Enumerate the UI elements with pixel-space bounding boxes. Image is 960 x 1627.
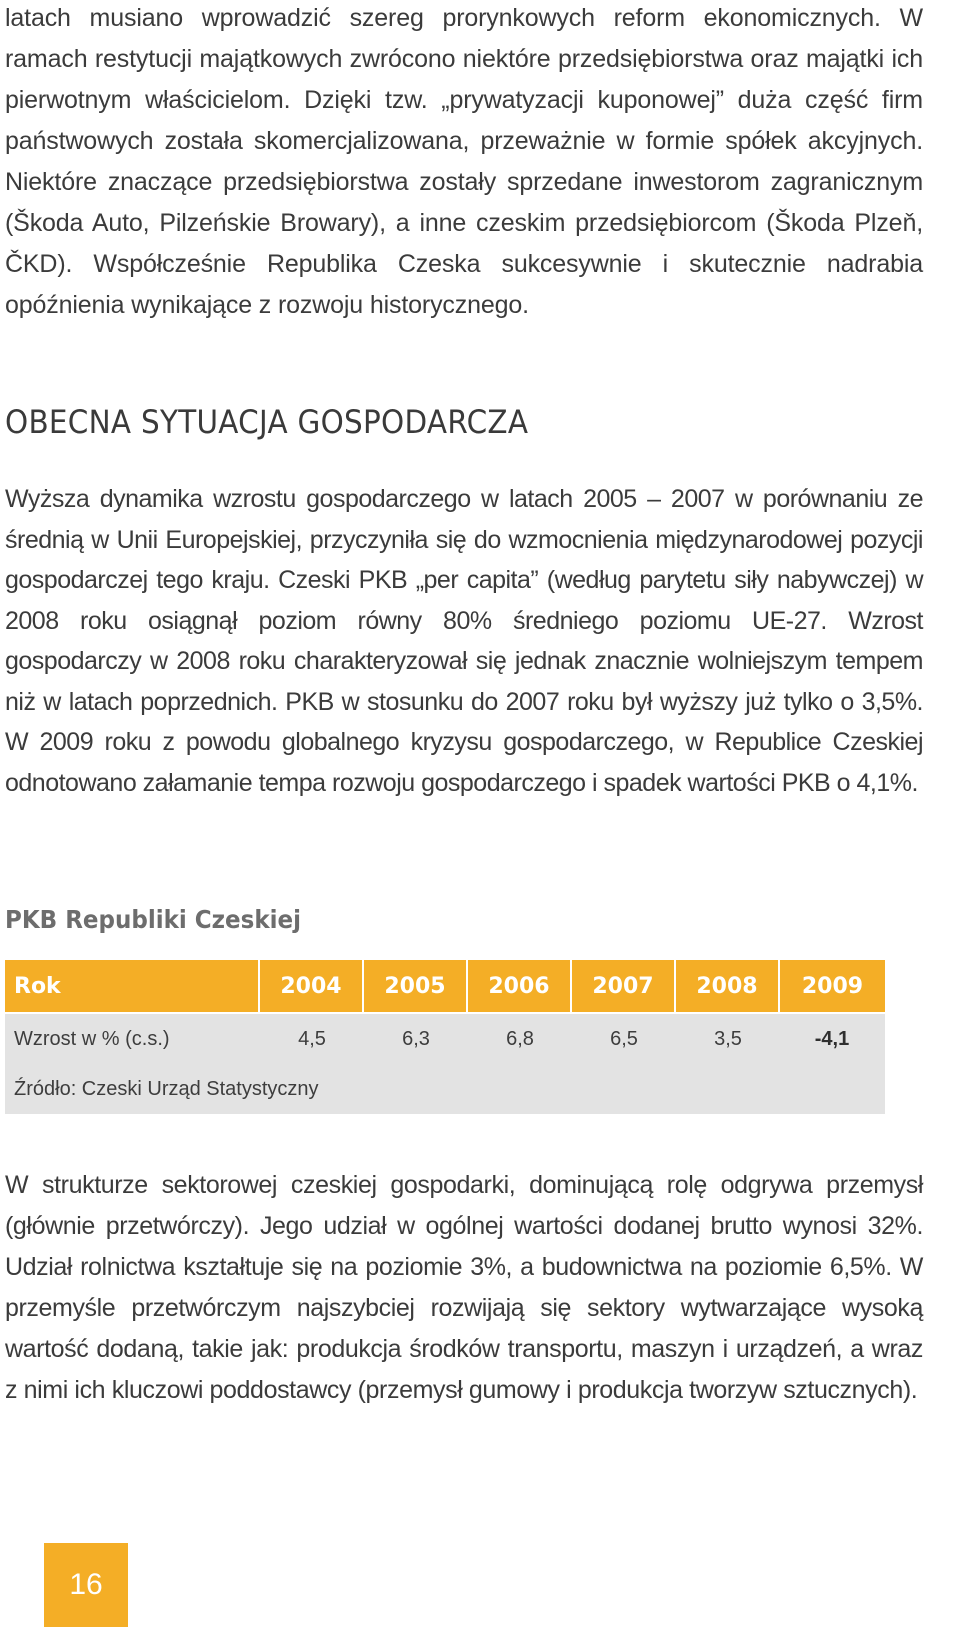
intro-paragraph: latach musiano wprowadzić szereg prorynkowych reform ekonomicznych. W ramach restytucji majątkowych zwrócono niektóre przedsiębiorstwa oraz majątki ich pierwotnym właścicielom. Dzięki tzw. „prywatyzacji kuponowej” duża część firm państwowych została skomercjalizowana, przeważnie w formie spółek akcyjnych. Niektóre znaczące przedsiębiorstwa zostały sprzedane inwestorom zagranicznym (Škoda Auto, Pilzeńskie Browary), a inne czeskim przedsiębiorcom (Škoda Plzeň, ČKD). Współcześnie Republika Czeska sukcesywnie i skutecznie nadrabia opóźnienia wynikające z rozwoju historycznego. <box>5 4 923 319</box>
sector-paragraph: W strukturze sektorowej czeskiej gospodarki, dominującą rolę odgrywa przemysł (głównie przetwórczy). Jego udział w ogólnej wartości dodanej brutto wynosi 32%. Udział rolnictwa kształtuje się na poziomie 3%, a budownictwa na poziomie 6,5%. W przemyśle przetwórczym najszybciej rozwijają się sektory wytwarzające wysoką wartość dodaną, takie jak: produkcja środków transportu, maszyn i urządzeń, a wraz z nimi ich kluczowi poddostawcy (przemysł gumowy i produkcja tworzyw sztucznych). <box>5 1171 923 1404</box>
value-cell: 6,5 <box>610 1027 638 1050</box>
value-cell: 6,8 <box>506 1027 534 1050</box>
table-source-row <box>5 1064 885 1114</box>
header-label-cell: Rok <box>5 960 258 1012</box>
page-number-box <box>44 1543 128 1627</box>
source-note: Źródło: Czeski Urząd Statystyczny <box>14 1077 319 1100</box>
table-data-row <box>5 1014 885 1064</box>
value-cell: 4,5 <box>298 1027 326 1050</box>
year-cell: 2004 <box>260 960 362 1012</box>
value-cell: 6,3 <box>402 1027 430 1050</box>
year-cell: 2005 <box>364 960 466 1012</box>
value-cell: 3,5 <box>714 1027 742 1050</box>
year-cell: 2007 <box>572 960 674 1012</box>
value-cell-negative: -4,1 <box>814 1027 850 1050</box>
table-header-row <box>5 960 885 1012</box>
gdp-table <box>5 960 885 1110</box>
section-heading: OBECNA SYTUACJA GOSPODARCZA <box>5 403 529 441</box>
row-label-cell: Wzrost w % (c.s.) <box>14 1027 170 1050</box>
year-cell: 2006 <box>468 960 570 1012</box>
economy-paragraph: Wyższa dynamika wzrostu gospodarczego w latach 2005 – 2007 w porównaniu ze średnią w Unii Europejskiej, przyczyniła się do wzmocnienia międzynarodowej pozycji gospodarczej tego kraju. Czeski PKB „per capita” (według parytetu siły nabywczej) w 2008 roku osiągnął poziom równy 80% średniego poziomu UE-27. Wzrost gospodarczy w 2008 roku charakteryzował się jednak znacznie wolniejszym tempem niż w latach poprzednich. PKB w stosunku do 2007 roku był wyższy już tylko o 3,5%. W 2009 roku z powodu globalnego kryzysu gospodarczego, w Republice Czeskiej odnotowano załamanie tempa rozwoju gospodarczego i spadek wartości PKB o 4,1%. <box>5 485 923 797</box>
year-cell: 2009 <box>780 960 885 1012</box>
table-title: PKB Republiki Czeskiej <box>5 905 302 934</box>
year-cell: 2008 <box>676 960 778 1012</box>
page-number: 16 <box>69 1568 103 1601</box>
